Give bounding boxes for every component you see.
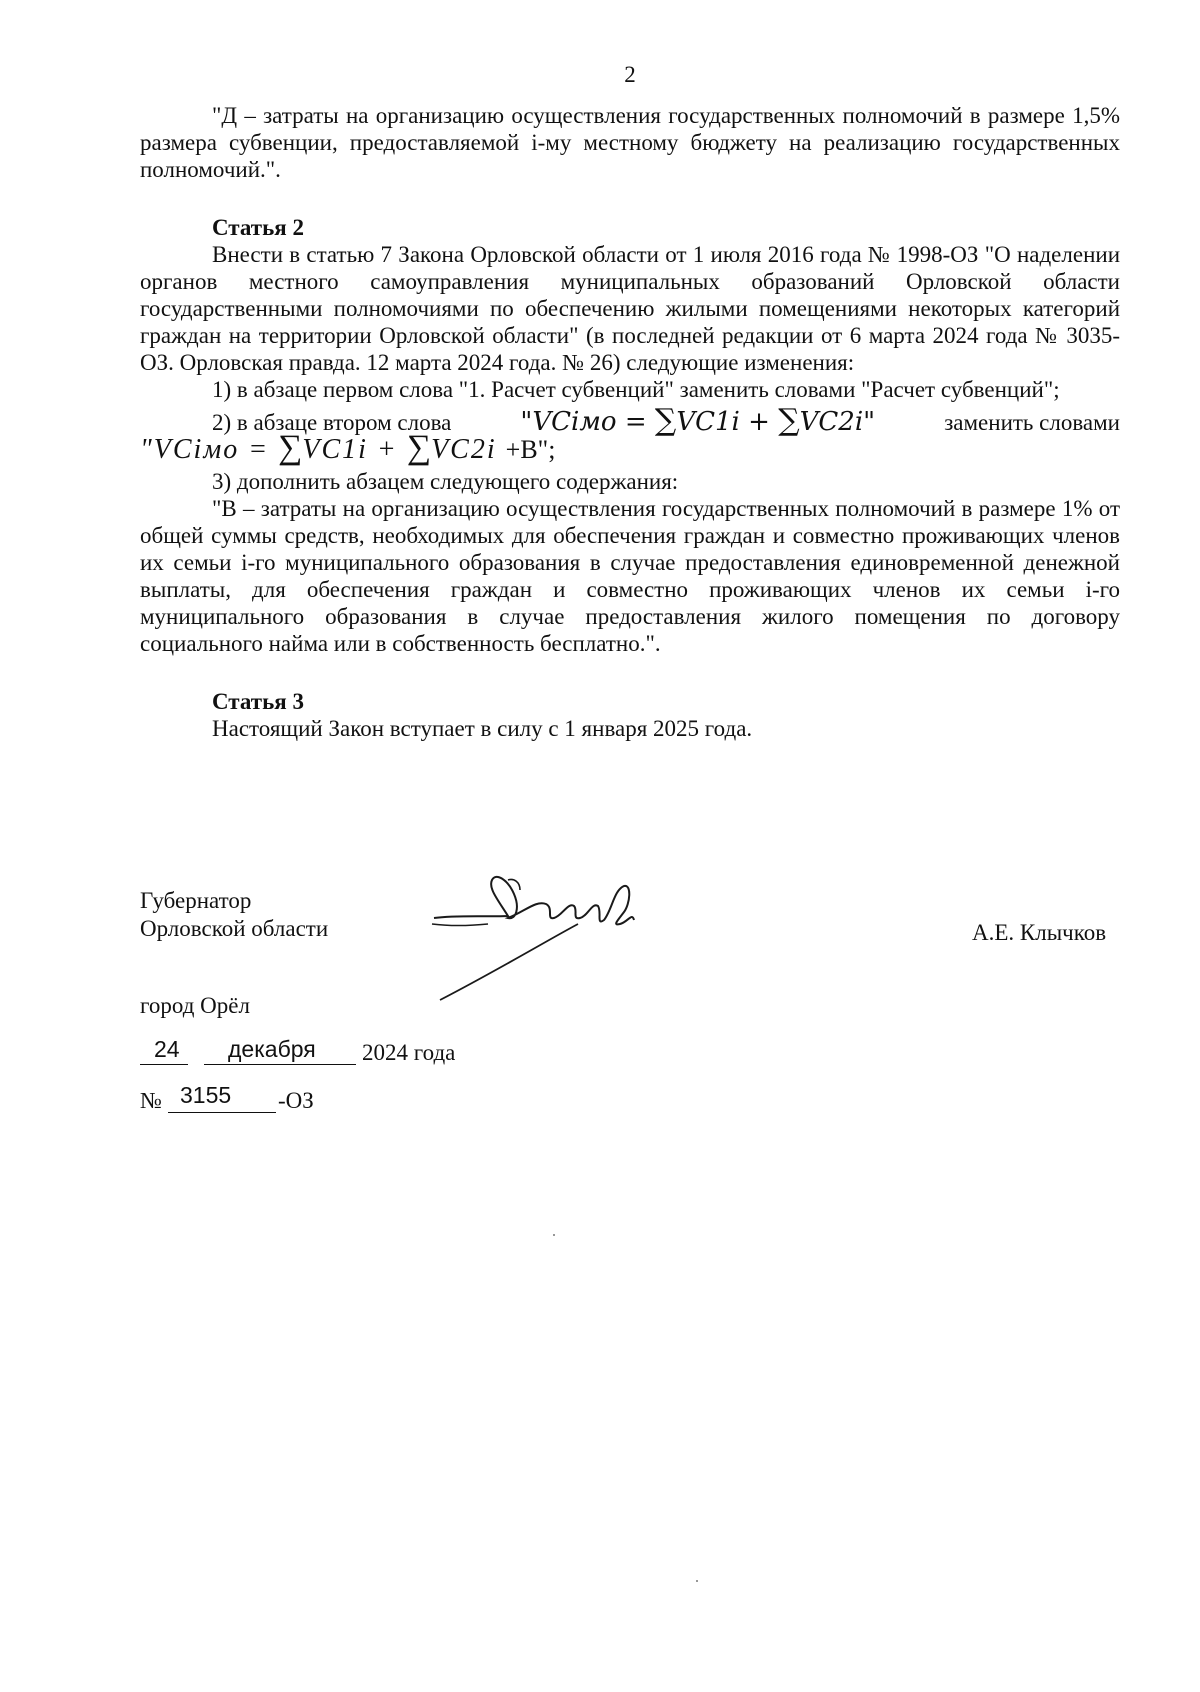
formula-old-term1: VC1i (676, 407, 740, 437)
article-2-heading: Статья 2 (212, 215, 304, 240)
date-day: 24 (154, 1036, 180, 1062)
number-prefix: № (140, 1088, 162, 1113)
scan-speck (553, 1234, 555, 1236)
item-2-prefix: 2) в абзаце втором слова (212, 410, 452, 435)
number-underline (168, 1112, 276, 1113)
formula-old: "VCiмо = ∑VC1i + ∑VC2i" (520, 403, 876, 438)
scan-speck (696, 1580, 698, 1582)
article-3-heading: Статья 3 (212, 689, 304, 714)
article-3-text: Настоящий Закон вступает в силу с 1 января 2025 года. (212, 716, 753, 741)
formula-new: "VCiмо = ∑VC1i + ∑VC2i +B"; (140, 429, 556, 466)
formula-old-lhs: VCiмо (532, 407, 617, 437)
number-suffix: -ОЗ (278, 1088, 314, 1113)
amendment-item-2 (140, 403, 1120, 466)
city-name: город Орёл (140, 993, 250, 1018)
position-line-1: Губернатор (140, 888, 252, 913)
formula-new-lhs: VCiмо (153, 434, 240, 465)
date-year: 2024 года (362, 1040, 456, 1065)
formula-new-tail: B (520, 435, 538, 464)
signer-name: А.Е. Клычков (972, 920, 1107, 945)
signing-date (140, 1036, 640, 1072)
article-2-text: Внести в статью 7 Закона Орловской области от 1 июля 2016 года № 1998-ОЗ "О наделении органов местного самоуправления муниципальных образований Орловской области государственными полномочиями по обеспечению жилыми помещениями некоторых категорий граждан на территории Орловской области" (в последней редакции от 6 марта 2024 года № 3035-ОЗ. Орловская правда. 12 марта 2024 года. № 26) следующие изменения: (140, 242, 1120, 375)
date-month: декабря (228, 1036, 316, 1062)
amendment-item-3: 3) дополнить абзацем следующего содержания: (212, 469, 679, 494)
formula-new-line (140, 429, 1120, 466)
formula-new-term2: VC2i (431, 434, 497, 465)
day-underline (140, 1064, 188, 1065)
number-value: 3155 (180, 1082, 232, 1108)
signatory-position (140, 887, 328, 943)
law-number (140, 1082, 540, 1120)
position-line-2: Орловской области (140, 916, 329, 941)
law-text (140, 102, 1120, 742)
month-underline (204, 1064, 356, 1065)
formula-old-term2: VC2i (799, 407, 864, 437)
amendment-item-1: 1) в абзаце первом слова "1. Расчет субвенций" заменить словами "Расчет субвенций"; (212, 377, 1060, 402)
item-2-replace: заменить словами (944, 410, 1120, 435)
handwritten-signature (428, 860, 658, 1010)
quote-b-paragraph: "В – затраты на организацию осуществления государственных полномочий в размере 1% от общей суммы средств, необходимых для обеспечения граждан и совместно проживающих членов их семьи i-го муниципального образования в случае предоставления единовременной денежной выплаты, для обеспечения граждан и совместно проживающих членов их семьи i-го муниципального образования в случае предоставления жилого помещения по договору социального найма или в собственность бесплатно.". (140, 496, 1120, 656)
intro-paragraph: "Д – затраты на организацию осуществления государственных полномочий в размере 1,5% размера субвенции, предоставляемой i-му местному бюджету на реализацию государственных полномочий.". (140, 103, 1120, 182)
page-number: 2 (624, 62, 636, 87)
formula-new-term1: VC1i (302, 434, 368, 465)
